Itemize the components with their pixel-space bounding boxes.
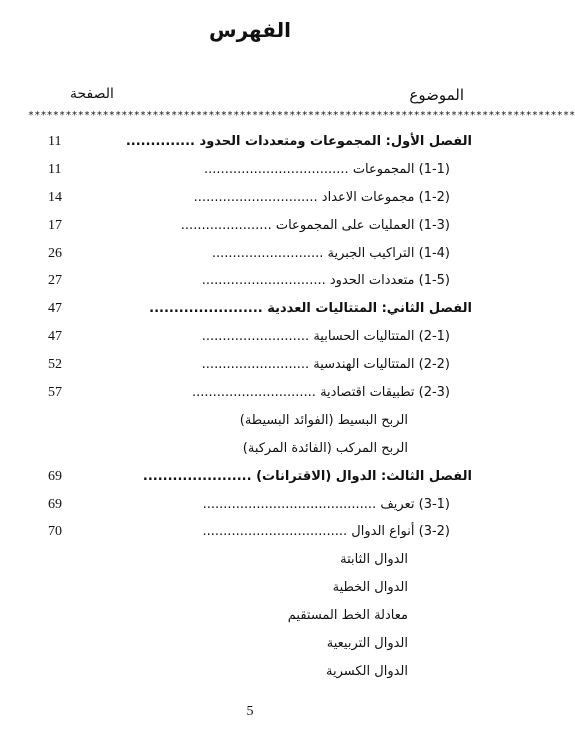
entry-text: الفصل الأول: المجموعات ومتعددات الحدود [199, 134, 472, 149]
entry-leader-dots: .............. [125, 134, 195, 149]
entry-title [194, 190, 450, 205]
entry-text: (1-5) متعددات الحدود [329, 273, 450, 289]
entry-title [203, 524, 450, 539]
entry-text: الدوال الثابتة [340, 552, 408, 568]
toc-entry [0, 216, 500, 244]
toc-entry [0, 160, 500, 188]
page-column-header: الصفحة [70, 86, 114, 102]
entry-title [181, 218, 450, 233]
entry-text: الربح المركب (الفائدة المركبة) [242, 440, 408, 456]
toc-entry [0, 411, 500, 439]
toc-entry [0, 299, 500, 327]
entry-leader-dots: .......................... [201, 357, 310, 373]
entry-text: (3-2) أنواع الدوال [351, 524, 450, 540]
entry-page-number: 17 [48, 217, 62, 233]
entry-title [204, 162, 450, 177]
toc-entry [0, 578, 500, 606]
entry-page-number: 47 [48, 301, 62, 317]
entry-text: (2-3) تطبيقات اقتصادية [320, 385, 450, 401]
toc-entry [0, 244, 500, 272]
entry-title [149, 301, 472, 316]
subject-column-header: الموضوع [409, 86, 464, 104]
toc-entry [0, 132, 500, 160]
entry-page-number: 27 [48, 273, 62, 289]
toc-entry [0, 550, 500, 578]
entry-text: (1-3) العمليات على المجموعات [275, 217, 450, 233]
toc-entry [0, 355, 500, 383]
star-separator: **************************************************************************************** [28, 110, 575, 121]
entry-title [212, 246, 450, 261]
entry-text: الفصل الثالث: الدوال (الاقترانات) [256, 468, 472, 484]
page-title: الفهرس [208, 18, 291, 42]
entry-leader-dots: .............................. [201, 273, 326, 289]
toc-entry [0, 439, 500, 467]
entry-leader-dots: ....................... [149, 301, 263, 317]
entry-title [202, 273, 450, 288]
toc-entry [0, 271, 500, 299]
entry-text: (2-1) المتتاليات الحسابية [313, 329, 450, 345]
entry-title [327, 636, 408, 651]
entry-page-number: 11 [48, 161, 62, 177]
entry-text: الدوال التربيعية [326, 636, 408, 652]
toc-entry [0, 522, 500, 550]
entry-title [240, 413, 408, 428]
entry-page-number: 57 [48, 385, 62, 401]
entry-title [340, 552, 408, 567]
entry-leader-dots: .......................... [201, 329, 310, 345]
toc-entry [0, 634, 500, 662]
toc-entry [0, 467, 500, 495]
entry-title [126, 134, 472, 149]
entry-leader-dots: ................................... [204, 161, 349, 177]
entry-leader-dots: ...................... [142, 468, 252, 484]
toc-entry [0, 495, 500, 523]
entry-text: الربح البسيط (الفوائد البسيطة) [239, 412, 408, 428]
entry-text: (2-2) المتتاليات الهندسية [313, 357, 450, 373]
entry-leader-dots: .......................................... [202, 496, 377, 512]
entry-page-number: 11 [48, 134, 62, 149]
entry-title [203, 497, 450, 512]
entry-text: (1-4) التراكيب الجبرية [327, 245, 450, 261]
entry-title [326, 664, 408, 679]
entry-page-number: 47 [48, 329, 62, 345]
entry-leader-dots: .............................. [193, 189, 318, 205]
entry-title [202, 357, 450, 372]
toc-entry [0, 383, 500, 411]
entry-title [333, 580, 408, 595]
entry-text: (3-1) تعريف [380, 496, 450, 512]
toc-entry [0, 606, 500, 634]
entry-text: الفصل الثاني: المتتاليات العددية [267, 301, 472, 317]
entry-page-number: 14 [48, 189, 62, 205]
entry-page-number: 52 [48, 357, 62, 373]
page-number: 5 [246, 704, 254, 719]
entry-page-number: 70 [48, 524, 62, 540]
entry-title [202, 329, 450, 344]
toc-entry [0, 188, 500, 216]
entry-leader-dots: ...................... [180, 217, 272, 233]
entry-leader-dots: ........................... [211, 245, 324, 261]
toc-entries [0, 132, 500, 690]
entry-text: معادلة الخط المستقيم [287, 608, 408, 624]
entry-page-number: 69 [48, 468, 62, 484]
entry-leader-dots: .............................. [191, 385, 316, 401]
entry-leader-dots: ................................... [202, 524, 348, 540]
entry-text: الدوال الخطية [332, 580, 408, 596]
entry-title [243, 441, 408, 456]
toc-entry [0, 327, 500, 355]
entry-title [192, 385, 450, 400]
toc-entry [0, 662, 500, 690]
entry-text: (1-2) مجموعات الاعداد [321, 189, 450, 205]
entry-page-number: 69 [48, 496, 62, 512]
entry-title [143, 469, 472, 484]
entry-page-number: 26 [48, 245, 62, 261]
entry-title [288, 608, 408, 623]
entry-text: (1-1) المجموعات [352, 161, 450, 177]
entry-text: الدوال الكسرية [326, 663, 408, 679]
